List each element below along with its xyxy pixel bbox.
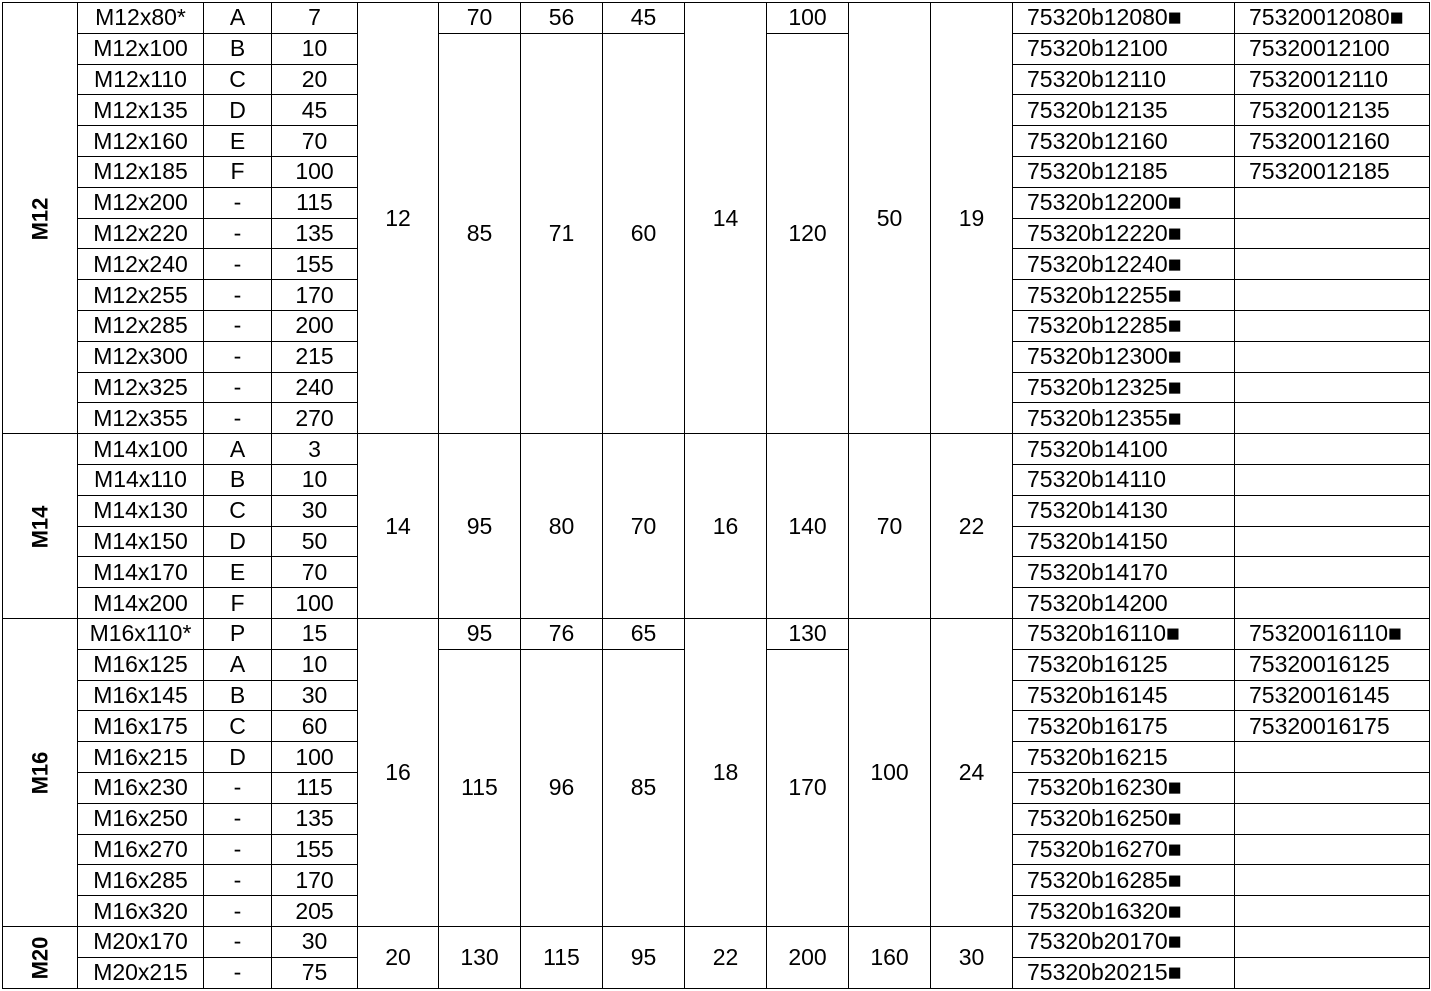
group-label: M12 bbox=[26, 197, 52, 240]
letter-cell: - bbox=[204, 403, 272, 434]
size-cell: M12x80* bbox=[78, 3, 204, 34]
size-cell: M14x170 bbox=[78, 557, 204, 588]
dim-c8-cell: 14 bbox=[685, 3, 767, 434]
size-cell: M12x110 bbox=[78, 64, 204, 95]
size-cell: M14x130 bbox=[78, 495, 204, 526]
letter-cell: - bbox=[204, 249, 272, 280]
code2-cell bbox=[1235, 926, 1430, 957]
value-cell: 200 bbox=[272, 310, 358, 341]
size-cell: M16x125 bbox=[78, 649, 204, 680]
letter-cell: - bbox=[204, 803, 272, 834]
value-cell: 30 bbox=[272, 926, 358, 957]
size-cell: M12x355 bbox=[78, 403, 204, 434]
dim-c5-cell: 95 bbox=[439, 618, 521, 649]
dim-c9-cell: 170 bbox=[767, 649, 849, 926]
code2-cell: 75320012110 bbox=[1235, 64, 1430, 95]
size-cell: M12x325 bbox=[78, 372, 204, 403]
code1-cell: 75320b16285■ bbox=[1013, 865, 1235, 896]
dim-c6-cell: 76 bbox=[521, 618, 603, 649]
value-cell: 135 bbox=[272, 218, 358, 249]
dim-c4-cell: 12 bbox=[358, 3, 439, 434]
code2-cell bbox=[1235, 803, 1430, 834]
dim-c9-cell: 140 bbox=[767, 434, 849, 619]
code1-cell: 75320b16145 bbox=[1013, 680, 1235, 711]
letter-cell: - bbox=[204, 187, 272, 218]
group-label-cell bbox=[3, 3, 78, 434]
code2-cell bbox=[1235, 896, 1430, 927]
code2-cell bbox=[1235, 218, 1430, 249]
dim-c5-cell: 130 bbox=[439, 926, 521, 988]
letter-cell: - bbox=[204, 865, 272, 896]
size-cell: M12x200 bbox=[78, 187, 204, 218]
value-cell: 75 bbox=[272, 957, 358, 988]
value-cell: 215 bbox=[272, 341, 358, 372]
letter-cell: E bbox=[204, 126, 272, 157]
letter-cell: - bbox=[204, 896, 272, 927]
code1-cell: 75320b16250■ bbox=[1013, 803, 1235, 834]
value-cell: 45 bbox=[272, 95, 358, 126]
code2-cell bbox=[1235, 957, 1430, 988]
code1-cell: 75320b12100 bbox=[1013, 33, 1235, 64]
code2-cell bbox=[1235, 341, 1430, 372]
dim-c9-cell: 130 bbox=[767, 618, 849, 649]
letter-cell: A bbox=[204, 649, 272, 680]
code1-cell: 75320b14100 bbox=[1013, 434, 1235, 465]
dim-c8-cell: 16 bbox=[685, 434, 767, 619]
value-cell: 30 bbox=[272, 680, 358, 711]
dim-c10-cell: 50 bbox=[849, 3, 931, 434]
code2-cell bbox=[1235, 557, 1430, 588]
code1-cell: 75320b12285■ bbox=[1013, 310, 1235, 341]
size-cell: M12x185 bbox=[78, 156, 204, 187]
letter-cell: C bbox=[204, 711, 272, 742]
code1-cell: 75320b12185 bbox=[1013, 156, 1235, 187]
code1-cell: 75320b16125 bbox=[1013, 649, 1235, 680]
code1-cell: 75320b12255■ bbox=[1013, 280, 1235, 311]
letter-cell: B bbox=[204, 33, 272, 64]
dim-c11-cell: 22 bbox=[931, 434, 1013, 619]
table-row bbox=[3, 618, 1430, 649]
size-cell: M16x320 bbox=[78, 896, 204, 927]
dim-c10-cell: 100 bbox=[849, 618, 931, 926]
size-cell: M16x285 bbox=[78, 865, 204, 896]
letter-cell: - bbox=[204, 957, 272, 988]
size-cell: M20x215 bbox=[78, 957, 204, 988]
dim-c6-cell: 115 bbox=[521, 926, 603, 988]
value-cell: 205 bbox=[272, 896, 358, 927]
dim-c6-cell: 56 bbox=[521, 3, 603, 34]
size-cell: M12x255 bbox=[78, 280, 204, 311]
dim-c6-cell: 80 bbox=[521, 434, 603, 619]
size-cell: M12x220 bbox=[78, 218, 204, 249]
code1-cell: 75320b14170 bbox=[1013, 557, 1235, 588]
dim-c7-cell: 95 bbox=[603, 926, 685, 988]
size-cell: M16x230 bbox=[78, 772, 204, 803]
code1-cell: 75320b16320■ bbox=[1013, 896, 1235, 927]
code1-cell: 75320b16215 bbox=[1013, 742, 1235, 773]
code1-cell: 75320b16270■ bbox=[1013, 834, 1235, 865]
value-cell: 20 bbox=[272, 64, 358, 95]
dim-c5-cell: 115 bbox=[439, 649, 521, 926]
letter-cell: B bbox=[204, 680, 272, 711]
code2-cell bbox=[1235, 495, 1430, 526]
dim-c11-cell: 30 bbox=[931, 926, 1013, 988]
dim-c10-cell: 70 bbox=[849, 434, 931, 619]
letter-cell: D bbox=[204, 742, 272, 773]
dim-c7-cell: 85 bbox=[603, 649, 685, 926]
value-cell: 170 bbox=[272, 865, 358, 896]
code1-cell: 75320b12240■ bbox=[1013, 249, 1235, 280]
code1-cell: 75320b12220■ bbox=[1013, 218, 1235, 249]
table-row bbox=[3, 434, 1430, 465]
code2-cell bbox=[1235, 280, 1430, 311]
code2-cell bbox=[1235, 772, 1430, 803]
code2-cell: 75320012185 bbox=[1235, 156, 1430, 187]
group-label: M14 bbox=[26, 505, 52, 548]
value-cell: 170 bbox=[272, 280, 358, 311]
code1-cell: 75320b14110 bbox=[1013, 464, 1235, 495]
code1-cell: 75320b12325■ bbox=[1013, 372, 1235, 403]
value-cell: 115 bbox=[272, 772, 358, 803]
dim-c11-cell: 24 bbox=[931, 618, 1013, 926]
value-cell: 155 bbox=[272, 249, 358, 280]
letter-cell: - bbox=[204, 218, 272, 249]
code1-cell: 75320b12355■ bbox=[1013, 403, 1235, 434]
table-row bbox=[3, 926, 1430, 957]
value-cell: 240 bbox=[272, 372, 358, 403]
size-cell: M16x270 bbox=[78, 834, 204, 865]
code1-cell: 75320b14200 bbox=[1013, 588, 1235, 619]
value-cell: 70 bbox=[272, 557, 358, 588]
code1-cell: 75320b14130 bbox=[1013, 495, 1235, 526]
code2-cell: 75320016110■ bbox=[1235, 618, 1430, 649]
value-cell: 3 bbox=[272, 434, 358, 465]
code2-cell bbox=[1235, 403, 1430, 434]
dim-c5-cell: 70 bbox=[439, 3, 521, 34]
letter-cell: - bbox=[204, 341, 272, 372]
code1-cell: 75320b14150 bbox=[1013, 526, 1235, 557]
group-label-cell bbox=[3, 926, 78, 988]
code2-cell bbox=[1235, 187, 1430, 218]
code1-cell: 75320b20215■ bbox=[1013, 957, 1235, 988]
letter-cell: F bbox=[204, 588, 272, 619]
value-cell: 100 bbox=[272, 742, 358, 773]
code2-cell: 75320012135 bbox=[1235, 95, 1430, 126]
size-cell: M12x300 bbox=[78, 341, 204, 372]
code2-cell bbox=[1235, 834, 1430, 865]
dim-c4-cell: 14 bbox=[358, 434, 439, 619]
letter-cell: - bbox=[204, 926, 272, 957]
code1-cell: 75320b12300■ bbox=[1013, 341, 1235, 372]
code2-cell bbox=[1235, 742, 1430, 773]
code1-cell: 75320b12110 bbox=[1013, 64, 1235, 95]
dim-c9-cell: 120 bbox=[767, 33, 849, 433]
letter-cell: B bbox=[204, 464, 272, 495]
letter-cell: - bbox=[204, 372, 272, 403]
code1-cell: 75320b16110■ bbox=[1013, 618, 1235, 649]
size-cell: M12x240 bbox=[78, 249, 204, 280]
size-cell: M20x170 bbox=[78, 926, 204, 957]
size-cell: M16x215 bbox=[78, 742, 204, 773]
dim-c7-cell: 65 bbox=[603, 618, 685, 649]
letter-cell: - bbox=[204, 310, 272, 341]
value-cell: 70 bbox=[272, 126, 358, 157]
size-cell: M14x150 bbox=[78, 526, 204, 557]
code2-cell: 75320012080■ bbox=[1235, 3, 1430, 34]
code1-cell: 75320b12135 bbox=[1013, 95, 1235, 126]
code2-cell: 75320016145 bbox=[1235, 680, 1430, 711]
letter-cell: P bbox=[204, 618, 272, 649]
letter-cell: C bbox=[204, 64, 272, 95]
letter-cell: - bbox=[204, 280, 272, 311]
size-cell: M14x110 bbox=[78, 464, 204, 495]
size-cell: M12x135 bbox=[78, 95, 204, 126]
dim-c10-cell: 160 bbox=[849, 926, 931, 988]
letter-cell: A bbox=[204, 434, 272, 465]
value-cell: 60 bbox=[272, 711, 358, 742]
dim-c6-cell: 71 bbox=[521, 33, 603, 433]
dim-c7-cell: 70 bbox=[603, 434, 685, 619]
letter-cell: - bbox=[204, 772, 272, 803]
dim-c6-cell: 96 bbox=[521, 649, 603, 926]
value-cell: 270 bbox=[272, 403, 358, 434]
code1-cell: 75320b16230■ bbox=[1013, 772, 1235, 803]
value-cell: 10 bbox=[272, 464, 358, 495]
dim-c7-cell: 60 bbox=[603, 33, 685, 433]
letter-cell: E bbox=[204, 557, 272, 588]
value-cell: 10 bbox=[272, 33, 358, 64]
size-cell: M16x110* bbox=[78, 618, 204, 649]
size-cell: M16x175 bbox=[78, 711, 204, 742]
group-label-cell bbox=[3, 618, 78, 926]
dim-c8-cell: 22 bbox=[685, 926, 767, 988]
dim-c9-cell: 200 bbox=[767, 926, 849, 988]
letter-cell: D bbox=[204, 95, 272, 126]
code2-cell bbox=[1235, 526, 1430, 557]
letter-cell: D bbox=[204, 526, 272, 557]
value-cell: 30 bbox=[272, 495, 358, 526]
value-cell: 100 bbox=[272, 156, 358, 187]
letter-cell: A bbox=[204, 3, 272, 34]
code2-cell bbox=[1235, 372, 1430, 403]
code2-cell bbox=[1235, 588, 1430, 619]
dim-c5-cell: 85 bbox=[439, 33, 521, 433]
dim-c9-cell: 100 bbox=[767, 3, 849, 34]
value-cell: 50 bbox=[272, 526, 358, 557]
letter-cell: - bbox=[204, 834, 272, 865]
code2-cell bbox=[1235, 464, 1430, 495]
value-cell: 155 bbox=[272, 834, 358, 865]
code2-cell: 75320012160 bbox=[1235, 126, 1430, 157]
code2-cell bbox=[1235, 310, 1430, 341]
code1-cell: 75320b12160 bbox=[1013, 126, 1235, 157]
code1-cell: 75320b12080■ bbox=[1013, 3, 1235, 34]
group-label: M16 bbox=[26, 751, 52, 795]
size-cell: M12x160 bbox=[78, 126, 204, 157]
dim-c8-cell: 18 bbox=[685, 618, 767, 926]
size-cell: M12x100 bbox=[78, 33, 204, 64]
value-cell: 115 bbox=[272, 187, 358, 218]
size-cell: M14x100 bbox=[78, 434, 204, 465]
group-label: M20 bbox=[26, 936, 52, 980]
code1-cell: 75320b20170■ bbox=[1013, 926, 1235, 957]
table-body bbox=[3, 3, 1430, 989]
dim-c11-cell: 19 bbox=[931, 3, 1013, 434]
value-cell: 10 bbox=[272, 649, 358, 680]
code1-cell: 75320b12200■ bbox=[1013, 187, 1235, 218]
size-cell: M16x145 bbox=[78, 680, 204, 711]
code2-cell: 75320016125 bbox=[1235, 649, 1430, 680]
dim-c4-cell: 16 bbox=[358, 618, 439, 926]
dim-c7-cell: 45 bbox=[603, 3, 685, 34]
dim-c4-cell: 20 bbox=[358, 926, 439, 988]
size-cell: M16x250 bbox=[78, 803, 204, 834]
size-cell: M12x285 bbox=[78, 310, 204, 341]
value-cell: 135 bbox=[272, 803, 358, 834]
letter-cell: C bbox=[204, 495, 272, 526]
group-label-cell bbox=[3, 434, 78, 619]
dim-c5-cell: 95 bbox=[439, 434, 521, 619]
code2-cell: 75320012100 bbox=[1235, 33, 1430, 64]
code1-cell: 75320b16175 bbox=[1013, 711, 1235, 742]
table-row bbox=[3, 3, 1430, 34]
code2-cell bbox=[1235, 249, 1430, 280]
value-cell: 15 bbox=[272, 618, 358, 649]
value-cell: 100 bbox=[272, 588, 358, 619]
code2-cell: 75320016175 bbox=[1235, 711, 1430, 742]
size-cell: M14x200 bbox=[78, 588, 204, 619]
product-spec-table bbox=[2, 2, 1430, 989]
letter-cell: F bbox=[204, 156, 272, 187]
code2-cell bbox=[1235, 434, 1430, 465]
code2-cell bbox=[1235, 865, 1430, 896]
value-cell: 7 bbox=[272, 3, 358, 34]
